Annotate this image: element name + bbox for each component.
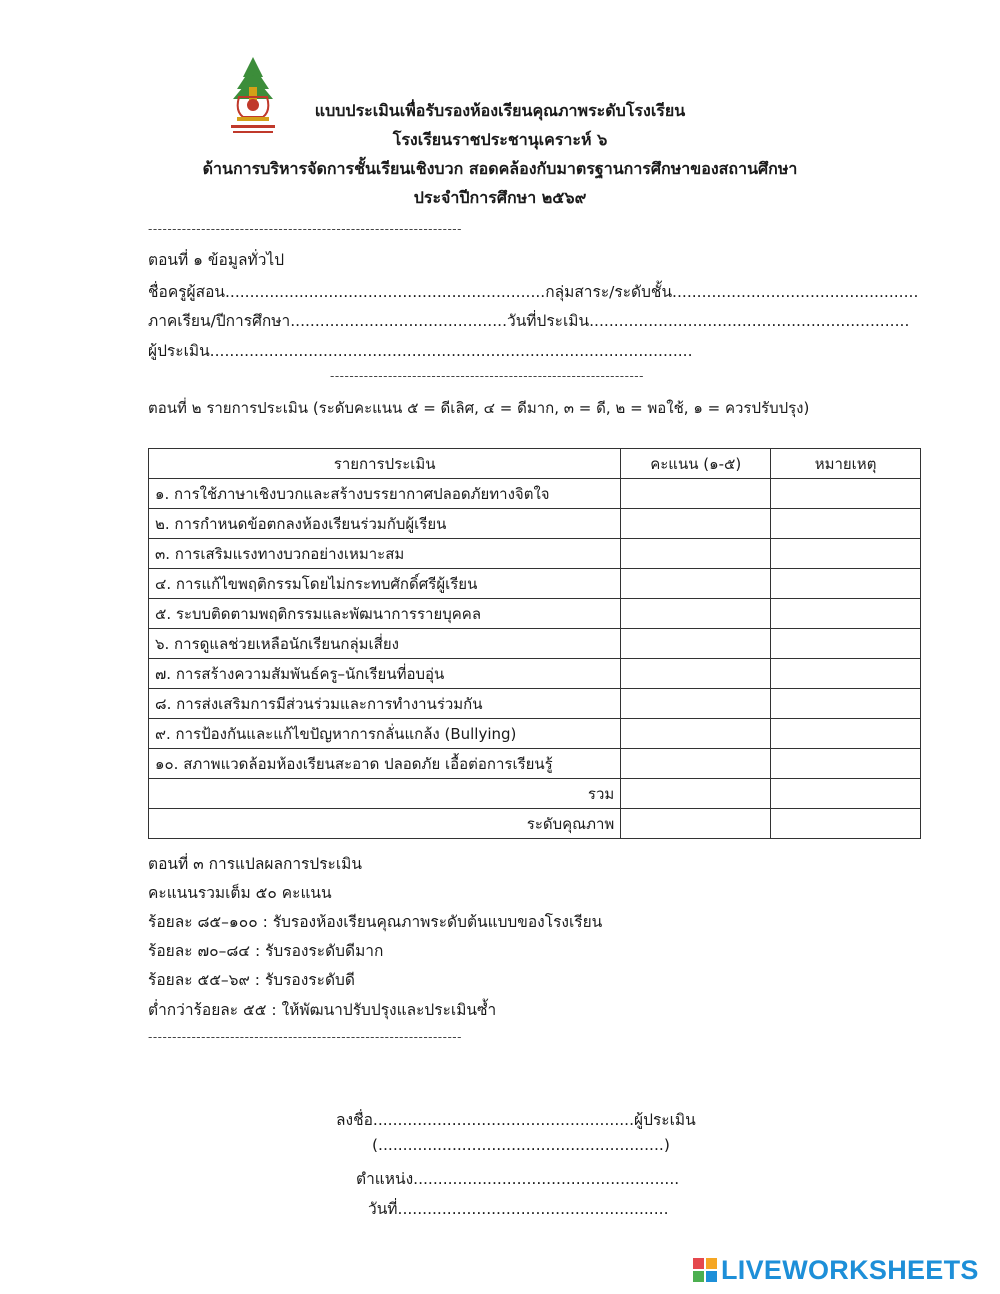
table-row	[149, 479, 921, 509]
item-label: ๓. การเสริมแรงทางบวกอย่างเหมาะสม	[149, 539, 621, 569]
note-cell[interactable]	[771, 569, 921, 599]
level-very-good: ร้อยละ ๗๐–๘๔ : รับรองระดับดีมาก	[148, 942, 384, 960]
item-label: ๙. การป้องกันและแก้ไขปัญหาการกลั่นแกล้ง (Bullying)	[149, 719, 621, 749]
table-row	[149, 599, 921, 629]
col-header-item: รายการประเมิน	[149, 449, 621, 479]
item-label: ๑๐. สภาพแวดล้อมห้องเรียนสะอาด ปลอดภัย เอื้อต่อการเรียนรู้	[149, 749, 621, 779]
score-cell[interactable]	[621, 599, 771, 629]
table-row	[149, 659, 921, 689]
item-label: ๘. การส่งเสริมการมีส่วนร่วมและการทำงานร่วมกัน	[149, 689, 621, 719]
level-excellent: ร้อยละ ๘๕–๑๐๐ : รับรองห้องเรียนคุณภาพระดับต้นแบบของโรงเรียน	[148, 913, 603, 931]
note-cell[interactable]	[771, 599, 921, 629]
table-row	[149, 629, 921, 659]
part3-heading: ตอนที่ ๓ การแปลผลการประเมิน	[148, 855, 362, 873]
liveworksheets-logo-icon	[693, 1258, 717, 1282]
table-header-row	[149, 449, 921, 479]
total-row	[149, 779, 921, 809]
score-cell[interactable]	[621, 539, 771, 569]
item-label: ๒. การกำหนดข้อตกลงห้องเรียนร่วมกับผู้เรียน	[149, 509, 621, 539]
signature-line[interactable]: ลงชื่อ.....................................................ผู้ประเมิน	[336, 1111, 696, 1129]
table-row	[149, 509, 921, 539]
item-label: ๗. การสร้างความสัมพันธ์ครู–นักเรียนที่อบอุ่น	[149, 659, 621, 689]
table-row	[149, 539, 921, 569]
table-row	[149, 749, 921, 779]
evaluator-line[interactable]: ผู้ประเมิน..................................................................................................	[148, 342, 693, 360]
quality-row	[149, 809, 921, 839]
note-cell[interactable]	[771, 689, 921, 719]
total-score-cell[interactable]	[621, 779, 771, 809]
divider: -----------------------------------------------------------------	[330, 369, 644, 383]
score-cell[interactable]	[621, 629, 771, 659]
score-cell[interactable]	[621, 749, 771, 779]
score-cell[interactable]	[621, 689, 771, 719]
teacher-line[interactable]: ชื่อครูผู้สอน.................................................................กลุ่มสาระ/ระดับชั้น..................................................	[148, 283, 919, 301]
note-cell[interactable]	[771, 749, 921, 779]
quality-note-cell[interactable]	[771, 809, 921, 839]
part1-heading: ตอนที่ ๑ ข้อมูลทั่วไป	[148, 251, 285, 269]
divider: -----------------------------------------------------------------	[148, 1030, 462, 1044]
score-cell[interactable]	[621, 509, 771, 539]
score-cell[interactable]	[621, 659, 771, 689]
item-label: ๑. การใช้ภาษาเชิงบวกและสร้างบรรยากาศปลอดภัยทางจิตใจ	[149, 479, 621, 509]
form-subtitle: ด้านการบริหารจัดการชั้นเรียนเชิงบวก สอดคล้องกับมาตรฐานการศึกษาของสถานศึกษา	[202, 159, 798, 178]
table-row	[149, 569, 921, 599]
note-cell[interactable]	[771, 629, 921, 659]
score-cell[interactable]	[621, 479, 771, 509]
quality-score-cell[interactable]	[621, 809, 771, 839]
part2-heading: ตอนที่ ๒ รายการประเมิน (ระดับคะแนน ๕ = ดีเลิศ, ๔ = ดีมาก, ๓ = ดี, ๒ = พอใช้, ๑ = ควรปรับปรุง)	[148, 399, 810, 417]
divider: -----------------------------------------------------------------	[148, 222, 462, 236]
school-name: โรงเรียนราชประชานุเคราะห์ ๖	[392, 130, 608, 149]
quality-label: ระดับคุณภาพ	[149, 809, 621, 839]
evaluation-table	[148, 448, 921, 839]
signature-position-line[interactable]: ตำแหน่ง......................................................	[356, 1170, 680, 1188]
item-label: ๖. การดูแลช่วยเหลือนักเรียนกลุ่มเสี่ยง	[149, 629, 621, 659]
total-label: รวม	[149, 779, 621, 809]
note-cell[interactable]	[771, 479, 921, 509]
school-logo	[225, 55, 281, 137]
score-cell[interactable]	[621, 719, 771, 749]
table-row	[149, 689, 921, 719]
form-title: แบบประเมินเพื่อรับรองห้องเรียนคุณภาพระดับโรงเรียน	[314, 101, 686, 120]
note-cell[interactable]	[771, 539, 921, 569]
academic-year: ประจำปีการศึกษา ๒๕๖๙	[413, 188, 587, 207]
level-improve: ต่ำกว่าร้อยละ ๕๕ : ให้พัฒนาปรับปรุงและประเมินซ้ำ	[148, 1001, 497, 1019]
note-cell[interactable]	[771, 659, 921, 689]
liveworksheets-text: LIVEWORKSHEETS	[721, 1254, 979, 1285]
full-score: คะแนนรวมเต็ม ๕๐ คะแนน	[148, 884, 332, 902]
note-cell[interactable]	[771, 719, 921, 749]
note-cell[interactable]	[771, 509, 921, 539]
level-good: ร้อยละ ๕๕–๖๙ : รับรองระดับดี	[148, 971, 355, 989]
total-note-cell[interactable]	[771, 779, 921, 809]
table-row	[149, 719, 921, 749]
signature-date-line[interactable]: วันที่.......................................................	[368, 1200, 669, 1218]
col-header-note: หมายเหตุ	[771, 449, 921, 479]
col-header-score: คะแนน (๑-๕)	[621, 449, 771, 479]
item-label: ๕. ระบบติดตามพฤติกรรมและพัฒนาการรายบุคคล	[149, 599, 621, 629]
score-cell[interactable]	[621, 569, 771, 599]
item-label: ๔. การแก้ไขพฤติกรรมโดยไม่กระทบศักดิ์ศรีผู้เรียน	[149, 569, 621, 599]
signature-name-line[interactable]: (..........................................................)	[372, 1136, 670, 1154]
liveworksheets-watermark	[693, 1255, 979, 1285]
term-line[interactable]: ภาคเรียน/ปีการศึกษา............................................วันที่ประเมิน.................................................................	[148, 312, 910, 330]
